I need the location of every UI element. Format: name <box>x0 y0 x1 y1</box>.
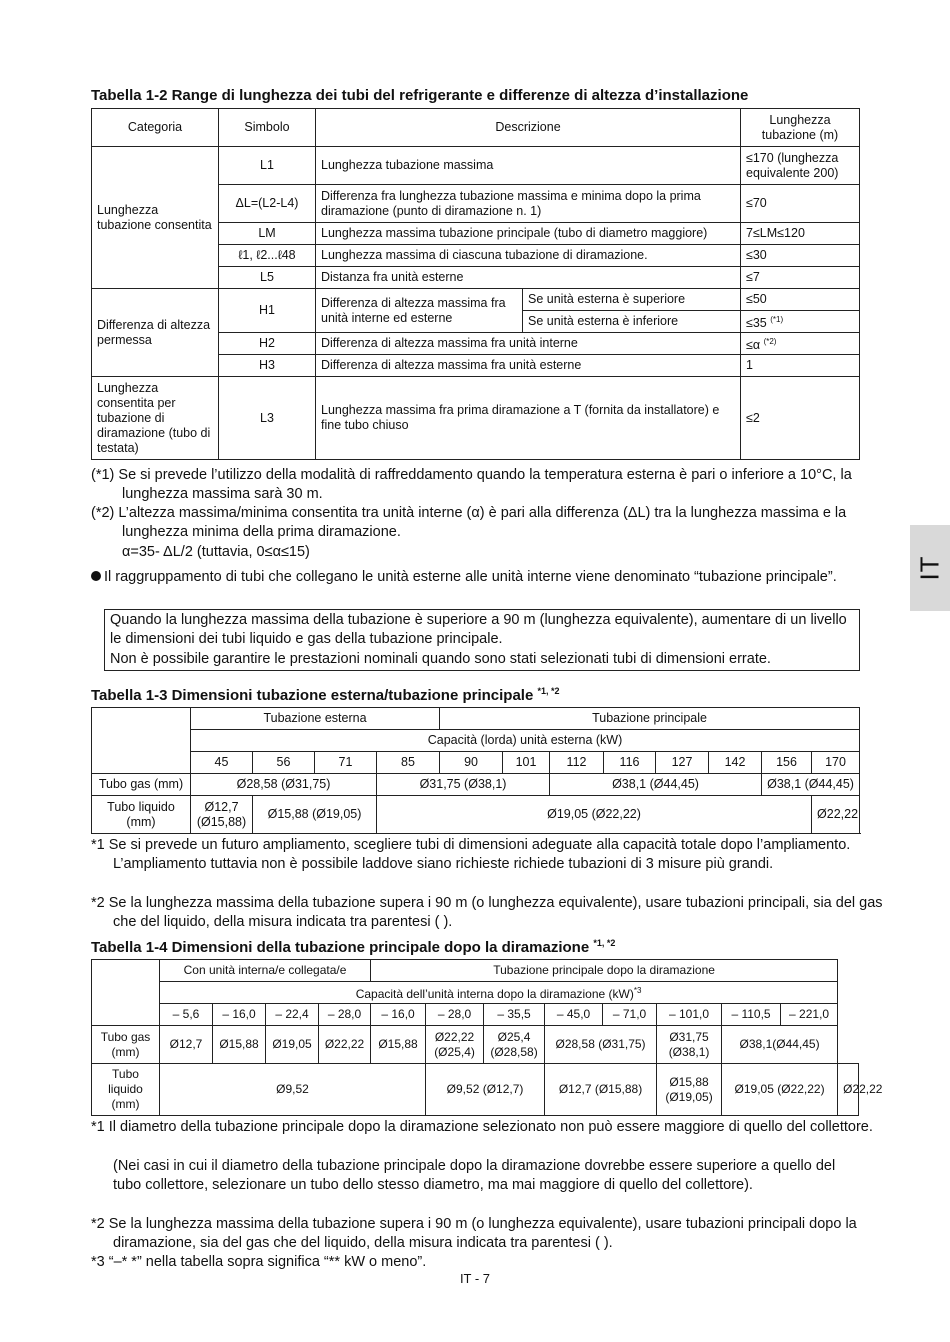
table-1-3-title-sup: *1, *2 <box>537 686 560 696</box>
cell-symbol: L5 <box>219 267 316 289</box>
note-t3-1: *1 Se si prevede un futuro ampliamento, scegliere tubi di dimensioni adeguate alla capacità totale dopo l’ampliamento. L’ampliamento tuttavia non è possibile laddove siano richieste richiede tubazioni di 3 misure più grandi. <box>91 837 851 873</box>
gas-cell: Ø22,22 (Ø25,4) <box>426 1026 484 1064</box>
cap-cell: – 101,0 <box>657 1004 722 1026</box>
cell-description: Differenza di altezza massima fra unità interne <box>316 333 741 355</box>
cap-cell: 101 <box>503 752 550 774</box>
note-t4-3: *3 “–* *” nella tabella sopra significa “** kW o meno”. <box>91 1254 427 1270</box>
cap-cell: 142 <box>709 752 762 774</box>
cell-symbol: L3 <box>219 377 316 460</box>
cap-cell: – 28,0 <box>426 1004 484 1026</box>
cell-value: ≤70 <box>741 185 860 223</box>
th-capacity <box>160 982 838 1004</box>
liquid-cell: Ø22,22 <box>838 1064 859 1116</box>
cell-value: ≤2 <box>741 377 860 460</box>
cap-cell: – 5,6 <box>160 1004 213 1026</box>
th-empty <box>92 708 191 774</box>
cell-value: ≤7 <box>741 267 860 289</box>
cap-cell: 116 <box>604 752 656 774</box>
footnote-ref: (*1) <box>770 315 784 324</box>
row-label-liquid: Tubo liquido (mm) <box>92 1064 160 1116</box>
bullet-dot-icon <box>91 571 101 581</box>
row-label-gas: Tubo gas (mm) <box>92 1026 160 1064</box>
cell-value: ≤30 <box>741 245 860 267</box>
cell-symbol: L1 <box>219 147 316 185</box>
cell-subcase: Se unità esterna è inferiore <box>523 311 741 333</box>
liquid-cell: Ø22,22 <box>812 796 860 834</box>
gas-cell: Ø28,58 (Ø31,75) <box>191 774 377 796</box>
cell-description: Distanza fra unità esterne <box>316 267 741 289</box>
row-label-liquid: Tubo liquido (mm) <box>92 796 191 834</box>
cap-cell: 112 <box>550 752 604 774</box>
cell-description: Differenza di altezza massima fra unità esterne <box>316 355 741 377</box>
gas-cell: Ø28,58 (Ø31,75) <box>545 1026 657 1064</box>
table-1-4-title-sup: *1, *2 <box>593 938 616 948</box>
liquid-cell: Ø19,05 (Ø22,22) <box>377 796 812 834</box>
gas-cell: Ø25,4 (Ø28,58) <box>484 1026 545 1064</box>
note-t3-2: *2 Se la lunghezza massima della tubazione supera i 90 m (o lunghezza equivalente), usare tubazioni principali, sia del gas che del liquido, della misura indicata tra parentesi ( ). <box>91 895 883 931</box>
gas-cell: Ø15,88 <box>371 1026 426 1064</box>
cap-cell: – 221,0 <box>781 1004 838 1026</box>
gas-cell: Ø38,1(Ø44,45) <box>722 1026 838 1064</box>
gas-cell: Ø38,1 (Ø44,45) <box>762 774 860 796</box>
th-main-after-branch: Tubazione principale dopo la diramazione <box>371 960 838 982</box>
cap-cell: 45 <box>191 752 253 774</box>
cap-cell: – 35,5 <box>484 1004 545 1026</box>
note-2-formula: α=35- ΔL/2 (tuttavia, 0≤α≤15) <box>122 544 310 560</box>
language-tab-label: IT <box>914 555 945 581</box>
cat-height-difference: Differenza di altezza permessa <box>92 289 219 377</box>
cap-cell: 90 <box>440 752 503 774</box>
value-text: ≤35 <box>746 316 767 331</box>
cell-symbol: H3 <box>219 355 316 377</box>
cap-cell: 127 <box>656 752 709 774</box>
bullet-text: Il raggruppamento di tubi che collegano le unità esterne alle unità interne viene denominato “tubazione principale”. <box>104 569 837 585</box>
cap-cell: 71 <box>315 752 377 774</box>
warning-text-2: Non è possibile garantire le prestazioni nominali quando sono stati selezionati tubi di dimensioni errate. <box>110 650 771 667</box>
note-t4-1b: (Nei casi in cui il diametro della tubazione principale dopo la diramazione dovrebbe essere superiore a quello del tubo collettore, selezionare un tubo dello stesso diametro, ma mai maggiore di quello del collettore). <box>113 1158 836 1194</box>
cell-description: Lunghezza massima di ciascuna tubazione di diramazione. <box>316 245 741 267</box>
cell-symbol: H2 <box>219 333 316 355</box>
cap-cell: – 16,0 <box>371 1004 426 1026</box>
cap-cell: – 28,0 <box>319 1004 371 1026</box>
liquid-cell: Ø19,05 (Ø22,22) <box>722 1064 838 1116</box>
warning-text: Quando la lunghezza massima della tubazione è superiore a 90 m (lunghezza equivalente), aumentare di un livello le dimensioni dei tubi liquido e gas della tubazione principale. <box>110 612 847 648</box>
table-1-3 <box>91 707 860 834</box>
table-1-4-title <box>91 938 615 956</box>
table-1-2-title: Tabella 1-2 Range di lunghezza dei tubi del refrigerante e differenze di altezza d’installazione <box>91 87 749 104</box>
liquid-cell: Ø9,52 (Ø12,7) <box>426 1064 545 1116</box>
cap-cell: 156 <box>762 752 812 774</box>
note-2: (*2) L’altezza massima/minima consentita tra unità interne (α) è pari alla differenza (ΔL) tra la lunghezza massima e la lunghezza minima della prima diramazione. <box>91 505 847 541</box>
table-1-3-title-text: Tabella 1-3 Dimensioni tubazione esterna/tubazione principale <box>91 687 534 704</box>
note-t4-1: *1 Il diametro della tubazione principale dopo la diramazione selezionato non può essere maggiore di quello del collettore. <box>91 1119 873 1135</box>
warning-box <box>104 609 860 671</box>
bullet-note <box>91 568 875 587</box>
cap-cell: – 71,0 <box>603 1004 657 1026</box>
cat-allowed-length: Lunghezza tubazione consentita <box>92 147 219 289</box>
th-description: Descrizione <box>316 109 741 147</box>
gas-cell: Ø31,75 (Ø38,1) <box>377 774 550 796</box>
cell-description: Lunghezza tubazione massima <box>316 147 741 185</box>
cell-description: Differenza di altezza massima fra unità interne ed esterne <box>316 289 523 333</box>
th-main-pipe: Tubazione principale <box>440 708 860 730</box>
gas-cell: Ø12,7 <box>160 1026 213 1064</box>
th-symbol: Simbolo <box>219 109 316 147</box>
table-1-2 <box>91 108 860 460</box>
liquid-cell: Ø15,88 (Ø19,05) <box>253 796 377 834</box>
th-capacity-sup: *3 <box>633 986 642 995</box>
cap-cell: – 22,4 <box>266 1004 319 1026</box>
cell-symbol: ℓ1, ℓ2...ℓ48 <box>219 245 316 267</box>
cap-cell: – 45,0 <box>545 1004 603 1026</box>
gas-cell: Ø31,75 (Ø38,1) <box>657 1026 722 1064</box>
cap-cell: – 16,0 <box>213 1004 266 1026</box>
cell-symbol: H1 <box>219 289 316 333</box>
th-capacity: Capacità (lorda) unità esterna (kW) <box>191 730 860 752</box>
cap-cell: 170 <box>812 752 860 774</box>
liquid-cell: Ø9,52 <box>160 1064 426 1116</box>
note-t4-2: *2 Se la lunghezza massima della tubazione supera i 90 m (o lunghezza equivalente), usare tubazioni principali dopo la diramazione, sia del gas che del liquido, della misura indicata tra parentesi ( ). <box>91 1216 857 1252</box>
note-1: (*1) Se si prevede l’utilizzo della modalità di raffreddamento quando la temperatura esterna è pari o inferiore a 10°C, la lunghezza massima sarà 30 m. <box>91 467 852 503</box>
row-label-gas: Tubo gas (mm) <box>92 774 191 796</box>
cat-branch-length: Lunghezza consentita per tubazione di diramazione (tubo di testata) <box>92 377 219 460</box>
cell-symbol: LM <box>219 223 316 245</box>
liquid-cell: Ø15,88 (Ø19,05) <box>657 1064 722 1116</box>
th-connected-units: Con unità interna/e collegata/e <box>160 960 371 982</box>
cap-cell: 85 <box>377 752 440 774</box>
value-text: ≤α <box>746 338 761 353</box>
th-empty <box>92 960 160 1026</box>
cell-value: 7≤LM≤120 <box>741 223 860 245</box>
liquid-cell: Ø12,7 (Ø15,88) <box>545 1064 657 1116</box>
th-capacity-text: Capacità dell’unità interna dopo la diramazione (kW) <box>355 987 634 1001</box>
th-category: Categoria <box>92 109 219 147</box>
cell-value <box>741 311 860 333</box>
th-length: Lunghezza tubazione (m) <box>741 109 860 147</box>
cell-subcase: Se unità esterna è superiore <box>523 289 741 311</box>
gas-cell: Ø15,88 <box>213 1026 266 1064</box>
language-tab <box>910 525 950 611</box>
gas-cell: Ø38,1 (Ø44,45) <box>550 774 762 796</box>
th-external-pipe: Tubazione esterna <box>191 708 440 730</box>
cell-value: 1 <box>741 355 860 377</box>
table-1-4 <box>91 959 883 1116</box>
footnote-ref: (*2) <box>763 337 777 347</box>
gas-cell: Ø22,22 <box>319 1026 371 1064</box>
liquid-cell: Ø12,7 (Ø15,88) <box>191 796 253 834</box>
table-1-3-title <box>91 686 560 704</box>
cell-value <box>741 333 860 355</box>
page-number: IT - 7 <box>459 1271 491 1286</box>
cap-cell: – 110,5 <box>722 1004 781 1026</box>
table-1-4-title-text: Tabella 1-4 Dimensioni della tubazione principale dopo la diramazione <box>91 939 590 956</box>
cell-value: ≤170 (lunghezza equivalente 200) <box>741 147 860 185</box>
cell-description: Lunghezza massima tubazione principale (tubo di diametro maggiore) <box>316 223 741 245</box>
cell-symbol: ΔL=(L2-L4) <box>219 185 316 223</box>
cell-description: Lunghezza massima fra prima diramazione a T (fornita da installatore) e fine tubo chiuso <box>316 377 741 460</box>
cell-description: Differenza fra lunghezza tubazione massima e minima dopo la prima diramazione (punto di diramazione n. 1) <box>316 185 741 223</box>
cell-value: ≤50 <box>741 289 860 311</box>
cap-cell: 56 <box>253 752 315 774</box>
gas-cell: Ø19,05 <box>266 1026 319 1064</box>
